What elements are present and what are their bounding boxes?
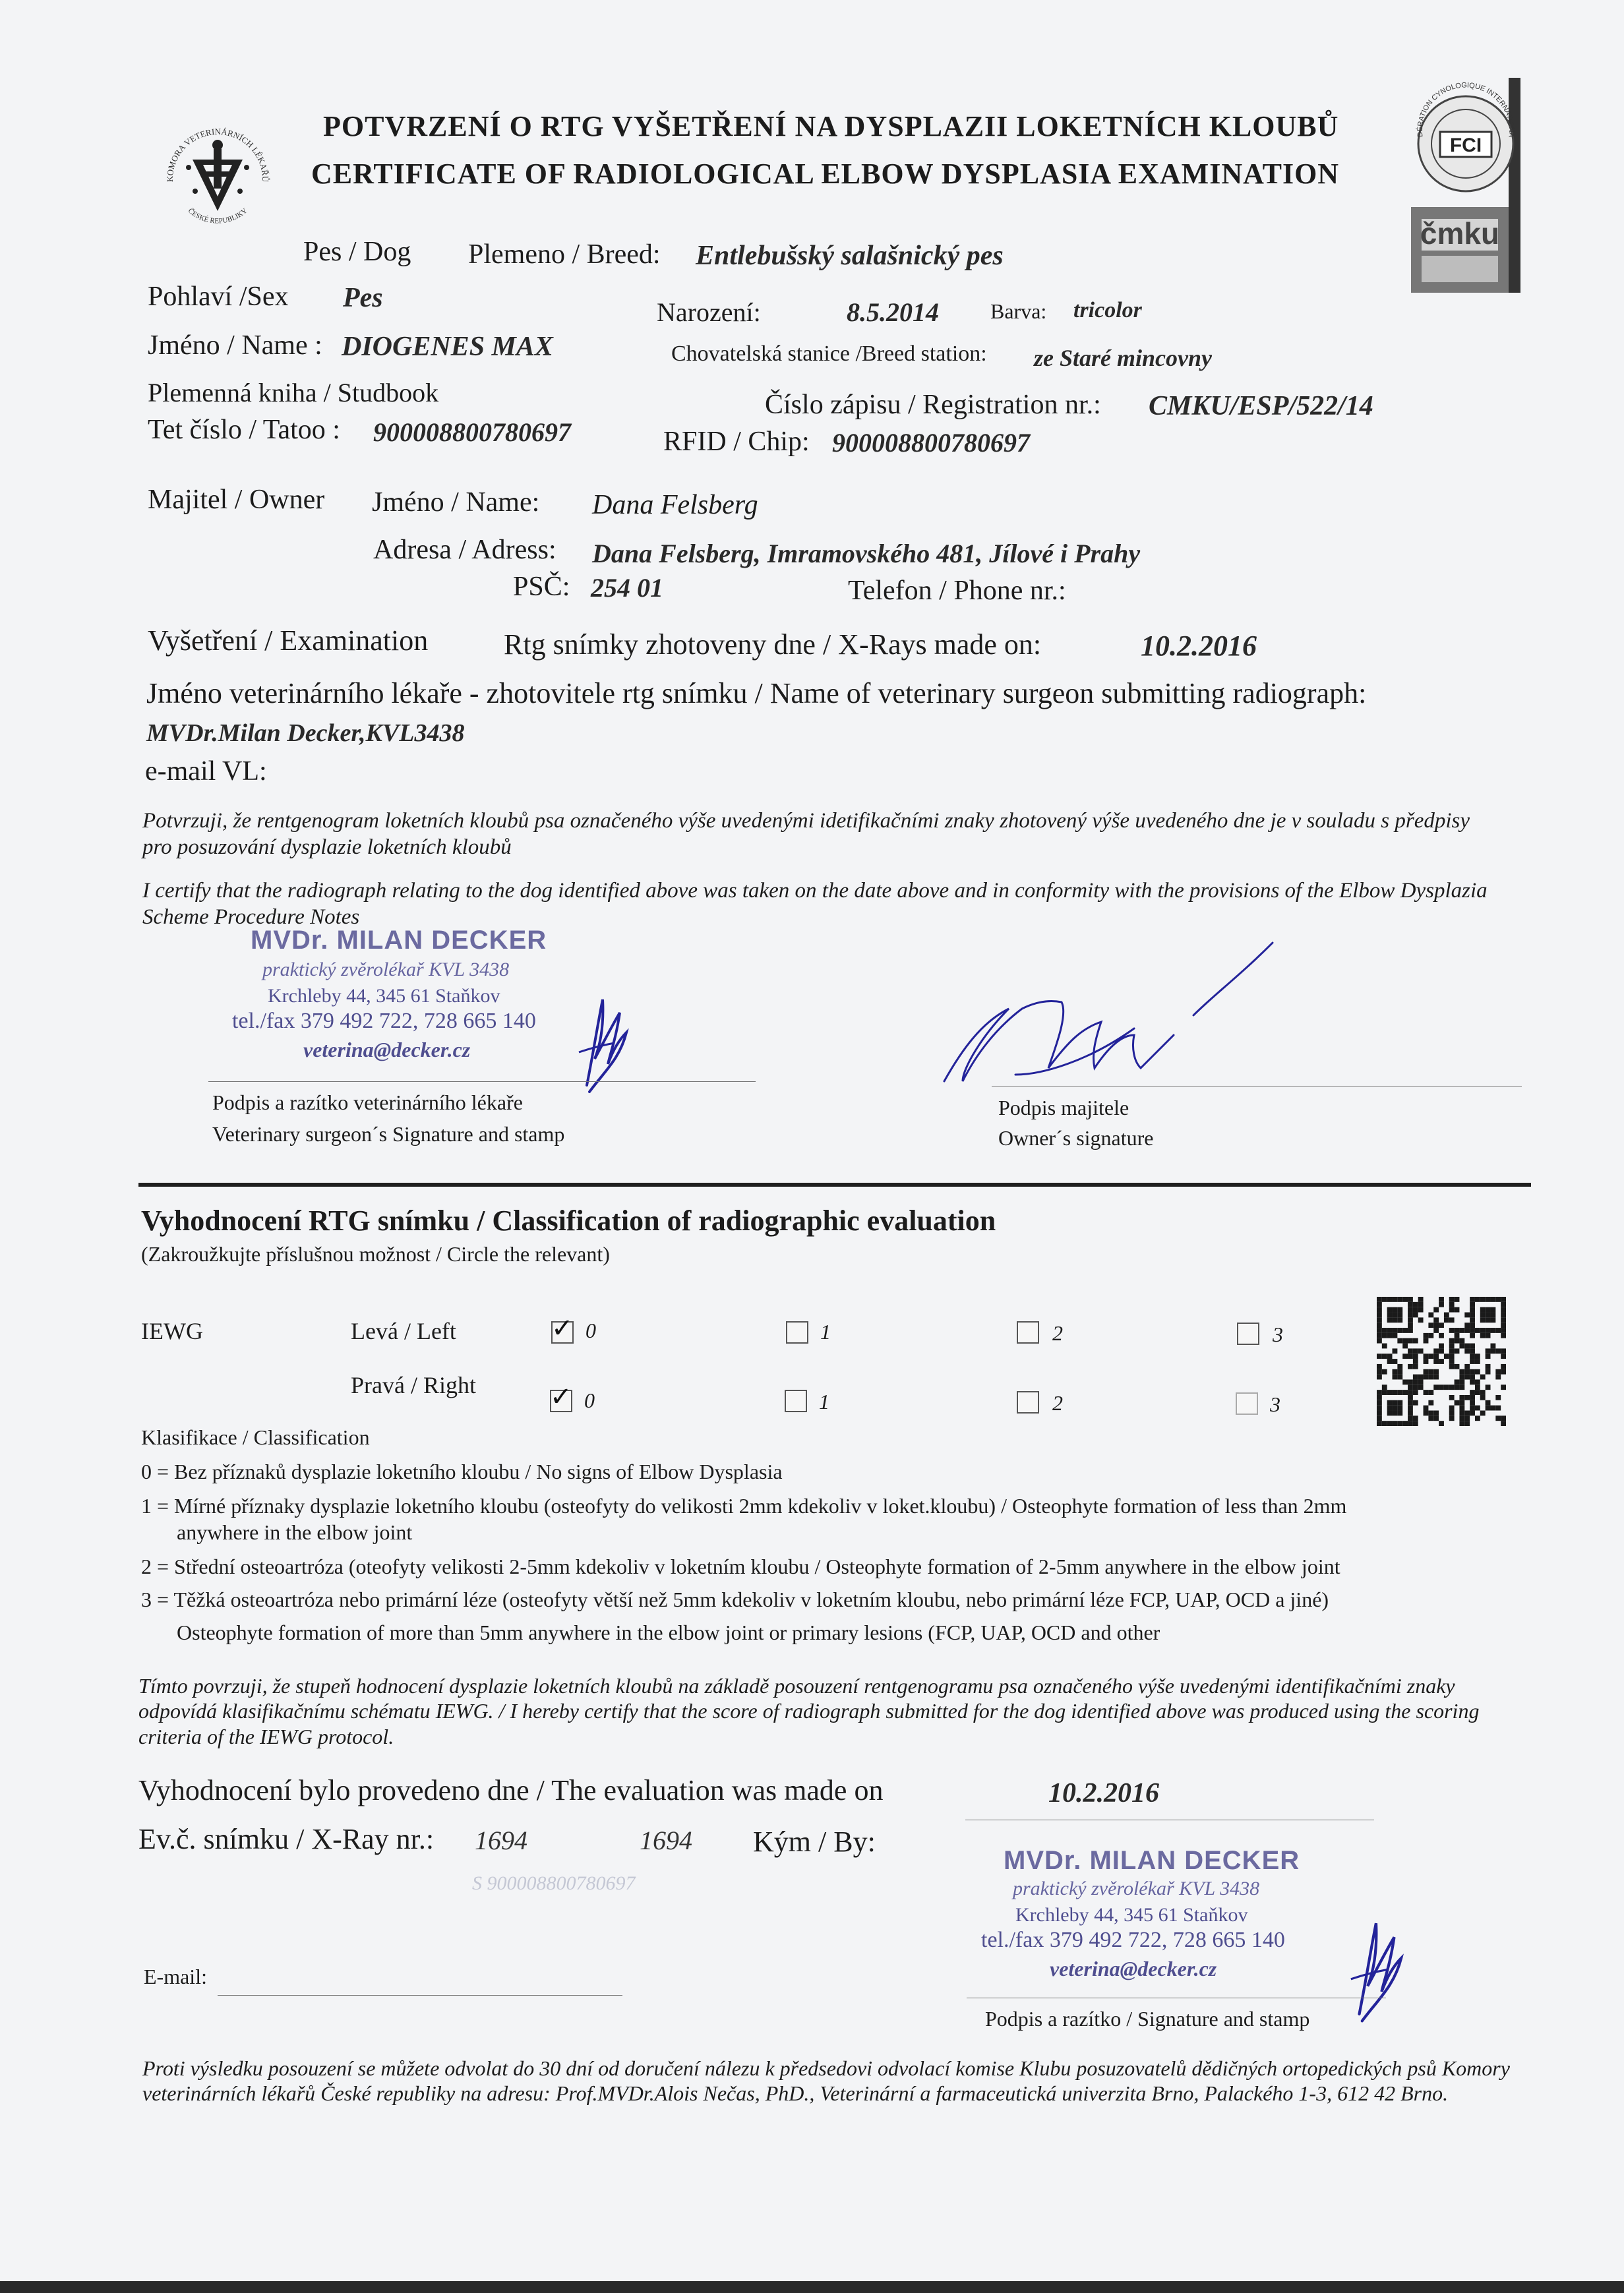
color-value: tricolor [1073,298,1142,322]
birth-label: Narození: [657,297,761,327]
evaluation-subheading: (Zakroužkujte příslušnou možnost / Circle the relevant) [141,1242,610,1266]
xray-nr-value1: 1694 [475,1826,527,1855]
left-option-1-checkbox[interactable] [786,1321,808,1344]
vet-sign-en: Veterinary surgeon´s Signature and stamp [212,1122,565,1146]
section-divider [138,1183,1531,1187]
left-option-2-checkbox[interactable] [1017,1321,1039,1344]
registration-label: Číslo zápisu / Registration nr.: [765,390,1101,420]
owner-psc-value: 254 01 [591,573,663,603]
right-option-1-label: 1 [819,1390,829,1414]
vet-value: MVDr.Milan Decker,KVL3438 [146,719,465,747]
cmku-text: čmku [1420,216,1500,251]
owner-name-label: Jméno / Name: [372,487,540,518]
xray-nr-label: Ev.č. snímku / X-Ray nr.: [138,1823,435,1855]
station-value: ze Staré mincovny [1034,345,1212,371]
xray-date-value: 10.2.2016 [1141,630,1257,662]
name-value: DIOGENES MAX [342,332,553,362]
fci-text: FCI [1449,134,1482,156]
left-option-3-label: 3 [1273,1323,1283,1346]
title-cz: POTVRZENÍ O RTG VYŠETŘENÍ NA DYSPLAZII LOKETNÍCH KLOUBŮ [323,110,1339,142]
right-option-0-checkbox[interactable] [550,1382,572,1412]
stamp-line2: praktický zvěrolékař KVL 3438 [262,959,510,980]
right-option-3-label: 3 [1270,1392,1280,1416]
stamp-line4: tel./fax 379 492 722, 728 665 140 [232,1009,536,1033]
stamp-line4: tel./fax 379 492 722, 728 665 140 [981,1928,1285,1952]
left-option-1-label: 1 [820,1320,831,1344]
sex-label: Pohlaví /Sex [148,282,289,312]
chamber-logo-text-top: KOMORA VETERINÁRNÍCH LÉKAŘŮ [164,126,271,183]
chamber-logo [158,119,277,237]
class-1-line1: 1 = Mírné příznaky dysplazie loketního kloubu (osteofyty do velikosti 2mm kdekoliv v loket.kloubu) / Osteophyte formation of less than 2mm [141,1494,1347,1518]
certify-text: Tímto povrzuji, že stupeň hodnocení dysplazie loketních kloubů na základě posouzení rentgenogramu psa označeného výše uvedenými identifikačními znaky odpovídá klasifikačnímu schématu IEWG. / I hereby certify that the score of radiograph submitted for the dog identified above was produced using the scoring criteria of the IEWG protocol. [138,1674,1480,1748]
breed-label: Plemeno / Breed: [468,239,661,270]
right-label: Pravá / Right [351,1372,476,1398]
fci-cmku-logo [1411,78,1520,293]
eval-email-label: E-mail: [144,1965,207,1988]
pes-dog-label: Pes / Dog [303,237,411,267]
name-label: Jméno / Name : [148,330,322,361]
faint-chip: S 900008800780697 [472,1872,636,1894]
confirm-cz: Potvrzuji, že rentgenogram loketních kloubů psa označeného výše uvedenými idetifikačními znaky zhotovený výše uvedeného dne je v souladu s předpisy pro posuzování dysplazie loketních kloubů [142,809,1470,859]
right-option-3-checkbox[interactable] [1236,1392,1258,1415]
eval-email-line [218,1995,622,1996]
chamber-logo-text-bottom: ČESKÉ REPUBLIKY [186,206,249,225]
email-vl-label: e-mail VL: [145,756,267,787]
sex-value: Pes [343,283,383,313]
station-label: Chovatelská stanice /Breed station: [671,342,987,366]
owner-phone-label: Telefon / Phone nr.: [848,576,1066,606]
stamp-line1: MVDr. MILAN DECKER [251,926,547,955]
left-label: Levá / Left [351,1318,456,1344]
check-mark-icon: ✓ [550,1382,572,1412]
bottom-edge [0,2281,1624,2293]
stamp-line3: Krchleby 44, 345 61 Staňkov [268,985,500,1007]
iewg-label: IEWG [141,1318,203,1344]
eval-date-label: Vyhodnocení bylo provedeno dne / The evaluation was made on [138,1774,884,1806]
confirm-en: I certify that the radiograph relating to the dog identified above was taken on the date above and in conformity with the provisions of the Elbow Dysplazia Scheme Procedure Notes [142,879,1488,929]
breed-value: Entlebušský salašnický pes [696,241,1004,271]
left-option-2-label: 2 [1052,1321,1063,1345]
by-label: Kým / By: [753,1826,876,1858]
stamp-line3: Krchleby 44, 345 61 Staňkov [1015,1904,1248,1926]
tattoo-value: 900008800780697 [373,417,571,447]
qr-code [1377,1297,1506,1426]
right-option-0-label: 0 [584,1388,595,1412]
tattoo-label: Tet číslo / Tatoo : [148,415,340,445]
left-option-0-checkbox[interactable] [551,1313,574,1344]
owner-sign-cz: Podpis majitele [998,1096,1129,1119]
left-option-0-label: 0 [586,1319,596,1342]
vet-stamp [224,926,593,1071]
xray-date-label: Rtg snímky zhotoveny dne / X-Rays made on: [504,628,1042,661]
exam-label: Vyšetření / Examination [148,624,429,657]
eval-date-value: 10.2.2016 [1048,1778,1159,1808]
vet-stamp-bottom [980,1846,1349,1991]
appeal-text: Proti výsledku posouzení se můžete odvolat do 30 dní od doručení nálezu k předsedovi odvolací komise Klubu posuzovatelů dědičných ortopedických psů Komory veterinárních lékařů České republiky na adresu: Prof.MVDr.Alois Nečas, PhD., Veterinární a farmaceutická univerzita Brno, Palackého 1-3, 612 42 Brno. [142,2056,1510,2106]
owner-address-label: Adresa / Adress: [373,535,556,565]
owner-psc-label: PSČ: [513,572,570,602]
vet-signature-image-bottom [1344,1909,1410,2028]
class-0: 0 = Bez příznaků dysplazie loketního kloubu / No signs of Elbow Dysplasia [141,1460,783,1483]
owner-signature-image [936,936,1292,1094]
owner-address-value: Dana Felsberg, Imramovského 481, Jílové i Prahy [592,539,1141,568]
right-option-1-checkbox[interactable] [785,1390,807,1412]
classification-label: Klasifikace / Classification [141,1425,370,1449]
right-option-2-label: 2 [1052,1391,1063,1415]
class-3-line2: Osteophyte formation of more than 5mm anywhere in the elbow joint or primary lesions (FCP, UAP, OCD and other [177,1621,1160,1644]
owner-name-value: Dana Felsberg [592,490,758,520]
eval-sign-label: Podpis a razítko / Signature and stamp [985,2007,1310,2031]
vet-signature-line [208,1081,756,1082]
chip-label: RFID / Chip: [663,427,810,457]
owner-sign-en: Owner´s signature [998,1126,1154,1150]
stamp-line2: praktický zvěrolékař KVL 3438 [1013,1878,1260,1899]
studbook-label: Plemenná kniha / Studbook [148,378,439,407]
chip-value: 900008800780697 [832,428,1030,458]
class-1-line2: anywhere in the elbow joint [177,1520,413,1544]
check-mark-icon: ✓ [551,1313,574,1344]
registration-value: CMKU/ESP/522/14 [1149,391,1373,421]
owner-label: Majitel / Owner [148,485,325,515]
stamp-line5: veterina@decker.cz [1050,1957,1217,1980]
vet-sign-cz: Podpis a razítko veterinárního lékaře [212,1090,523,1114]
stamp-line5: veterina@decker.cz [303,1038,471,1061]
stamp-line1: MVDr. MILAN DECKER [1004,1846,1300,1875]
color-label: Barva: [990,299,1047,323]
xray-nr-value2: 1694 [640,1826,692,1855]
fci-ring-text: DÉRATION CYNOLOGIQUE INTERNATIONA [1416,81,1516,138]
class-3-line1: 3 = Těžká osteoartróza nebo primární léze (osteofyty větší než 5mm kdekoliv v loketním kloubu, nebo primární léze FCP, UAP, OCD a jiné) [141,1588,1329,1611]
left-option-3-checkbox[interactable] [1237,1323,1259,1345]
vet-label: Jméno veterinárního lékaře - zhotovitele rtg snímku / Name of veterinary surgeon submitting radiograph: [146,677,1367,709]
title-en: CERTIFICATE OF RADIOLOGICAL ELBOW DYSPLASIA EXAMINATION [311,158,1340,190]
evaluation-heading: Vyhodnocení RTG snímku / Classification of radiographic evaluation [141,1205,996,1237]
birth-value: 8.5.2014 [847,297,939,327]
class-2: 2 = Střední osteoartróza (oteofyty velikosti 2-5mm kdekoliv v loketním kloubu / Osteophyte formation of 2-5mm anywhere in the elbow joint [141,1555,1340,1578]
right-option-2-checkbox[interactable] [1017,1391,1039,1414]
